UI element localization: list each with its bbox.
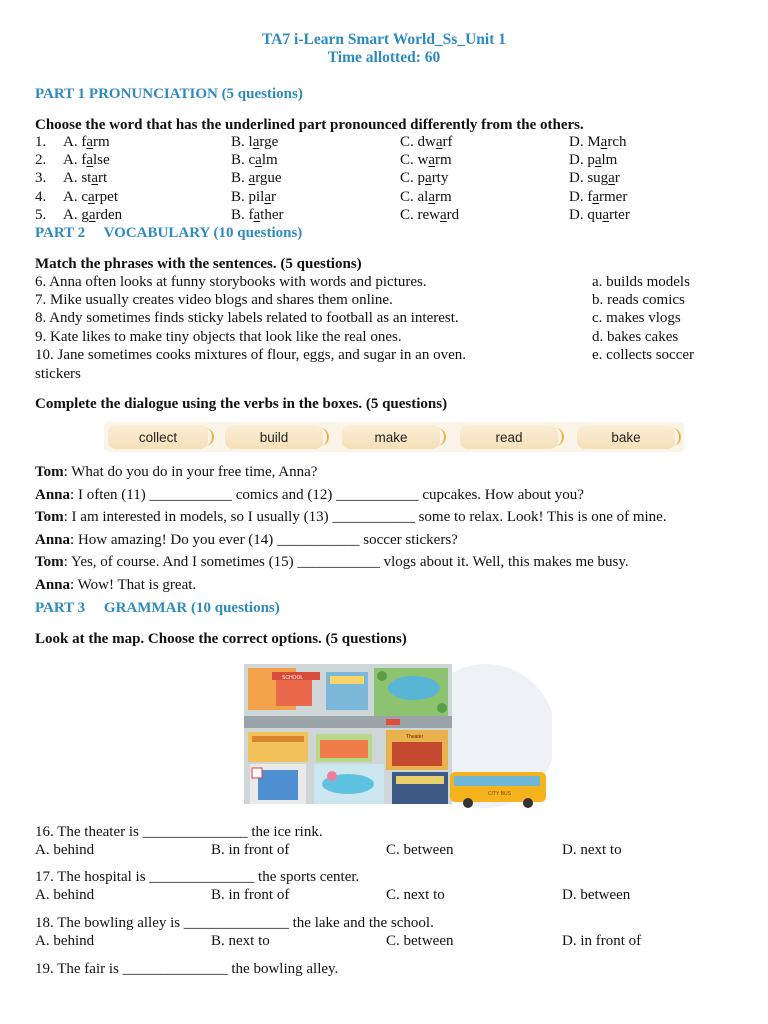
match-instruction: Match the phrases with the sentences. (5 questions) (35, 256, 362, 272)
underlined-letter: a (602, 206, 610, 223)
underlined-letter: a (252, 134, 260, 150)
match-sentence: 7. Mike usually creates video blogs and shares them online. (35, 292, 393, 309)
question-number: 2. (35, 152, 47, 169)
document-title: TA7 i-Learn Smart World_Ss_Unit 1 (262, 31, 506, 48)
underlined-letter: a (440, 206, 447, 223)
pronunciation-option[interactable]: B. argue (231, 170, 282, 187)
dialogue-line (35, 532, 458, 549)
match-sentence: 10. Jane sometimes cooks mixtures of flour, eggs, and sugar in an oven. (35, 346, 466, 363)
match-phrase[interactable]: b. reads comics (592, 292, 685, 309)
pronunciation-option[interactable]: C. alarm (400, 188, 452, 205)
pronunciation-option[interactable]: D. March (569, 134, 627, 150)
bus-label: CITY BUS (488, 791, 511, 797)
match-sentence: 9. Kate likes to make tiny objects that look like the real ones. (35, 328, 402, 345)
answer-option[interactable]: B. in front of (211, 887, 290, 903)
dialogue-text: : I am interested in models, so I usually (13) ___________ some to relax. Look! This is one of mine. (63, 509, 667, 526)
underlined-letter: a (253, 206, 261, 223)
part3-heading: PART 3 GRAMMAR (10 questions) (35, 600, 280, 616)
pronunciation-option[interactable]: D. farmer (569, 188, 628, 205)
dialogue-text: : Yes, of course. And I sometimes (15) ___________ vlogs about it. Well, this makes me busy. (63, 554, 629, 571)
pronunciation-option[interactable]: A. farm (63, 134, 110, 150)
grammar-question: 18. The bowling alley is ______________ the lake and the school. (35, 915, 434, 931)
speaker-name: Tom (35, 554, 64, 571)
speaker-name: Anna (35, 486, 71, 503)
match-sentence: 8. Andy sometimes finds sticky labels related to football as an interest. (35, 310, 459, 327)
pronunciation-option[interactable]: A. carpet (63, 188, 118, 205)
answer-option[interactable]: B. next to (211, 933, 270, 949)
answer-option[interactable]: A. behind (35, 887, 95, 903)
pronunciation-row (35, 207, 735, 225)
speaker-name: Anna (35, 577, 71, 593)
grammar-question: 17. The hospital is ______________ the sports center. (35, 869, 360, 885)
speaker-name: Anna (35, 531, 71, 548)
pronunciation-row (35, 152, 735, 170)
pronunciation-row (35, 170, 735, 188)
underlined-letter: a (255, 152, 262, 169)
question-number: 1. (35, 134, 47, 150)
pronunciation-option[interactable]: C. reward (400, 206, 460, 223)
answer-option[interactable]: B. in front of (211, 842, 290, 858)
time-allotted: Time allotted: 60 (327, 49, 441, 66)
match-phrase[interactable]: e. collects soccer (592, 346, 695, 363)
dialogue-instruction: Complete the dialogue using the verbs in the boxes. (5 questions) (35, 396, 448, 412)
match-phrase[interactable]: d. bakes cakes (592, 328, 679, 345)
grammar-question: 16. The theater is ______________ the ice rink. (35, 824, 323, 840)
dialogue-text: : How amazing! Do you ever (14) ___________ soccer stickers? (70, 531, 458, 548)
underlined-letter: a (248, 170, 256, 187)
answer-option[interactable]: C. between (386, 933, 454, 949)
match-sentence: 6. Anna often looks at funny storybooks with words and pictures. (35, 274, 427, 290)
pronunciation-option[interactable]: B. large (231, 134, 279, 150)
dialogue-line (35, 487, 584, 504)
dialogue-line (35, 554, 629, 571)
underlined-letter: a (91, 170, 99, 187)
map-instruction: Look at the map. Choose the correct options. (5 questions) (35, 631, 407, 647)
underlined-letter: a (88, 206, 96, 223)
pronunciation-option[interactable]: A. garden (63, 206, 123, 223)
part2-heading: PART 2 VOCABULARY (10 questions) (35, 225, 303, 241)
theater-label: Theater (406, 734, 424, 740)
pronunciation-option[interactable]: B. father (231, 206, 284, 223)
pronunciation-option[interactable]: D. quarter (569, 206, 630, 223)
underlined-letter: a (264, 188, 272, 205)
match-phrase[interactable]: a. builds models (592, 274, 690, 290)
underlined-letter: a (86, 134, 93, 150)
answer-option[interactable]: D. in front of (562, 933, 642, 949)
verb-pill: collect (108, 425, 208, 449)
answer-option[interactable]: A. behind (35, 933, 95, 949)
dialogue-text: : Wow! That is great. (70, 577, 197, 593)
pronunciation-option[interactable]: D. sugar (569, 170, 620, 187)
school-label: SCHOOL (282, 675, 304, 681)
underlined-letter: a (86, 152, 93, 169)
dialogue-line (35, 577, 196, 594)
pronunciation-option[interactable]: C. party (400, 170, 449, 187)
underlined-letter: a (592, 188, 599, 205)
underlined-letter: a (608, 170, 615, 187)
pronunciation-option[interactable]: A. start (63, 170, 108, 187)
pronunciation-option[interactable]: B. calm (231, 152, 278, 169)
dialogue-text: : What do you do in your free time, Anna? (63, 464, 318, 480)
answer-option[interactable]: C. between (386, 842, 454, 858)
pronunciation-option[interactable]: B. pilar (231, 188, 277, 205)
answer-option[interactable]: D. between (562, 887, 631, 903)
dialogue-text: : I often (11) ___________ comics and (12) ___________ cupcakes. How about you? (70, 486, 584, 503)
grammar-question: 19. The fair is ______________ the bowling alley. (35, 961, 339, 977)
speaker-name: Tom (35, 509, 64, 526)
phrase-wrap: stickers (35, 366, 81, 382)
town-map-image (236, 658, 552, 810)
speaker-name: Tom (35, 464, 64, 480)
verb-pill: read (460, 425, 558, 449)
answer-option[interactable]: D. next to (562, 842, 622, 858)
answer-option[interactable]: C. next to (386, 887, 445, 903)
underlined-letter: a (88, 188, 95, 205)
pronunciation-option[interactable]: A. false (63, 152, 110, 169)
pronunciation-option[interactable]: D. palm (569, 152, 618, 169)
question-number: 3. (35, 170, 47, 187)
pronunciation-row (35, 134, 735, 152)
part1-heading: PART 1 PRONUNCIATION (5 questions) (35, 86, 303, 102)
dialogue-line (35, 464, 317, 481)
verb-pill: build (225, 425, 323, 449)
question-number: 4. (35, 188, 47, 205)
match-phrase[interactable]: c. makes vlogs (592, 310, 681, 327)
underlined-letter: a (600, 134, 608, 150)
underlined-letter: a (425, 170, 432, 187)
verb-pill: make (342, 425, 440, 449)
underlined-letter: a (594, 152, 602, 169)
pronunciation-row (35, 189, 735, 207)
answer-option[interactable]: A. behind (35, 842, 95, 858)
part1-instruction: Choose the word that has the underlined part pronounced differently from the others. (35, 117, 584, 133)
underlined-letter: a (428, 188, 436, 205)
verb-pill: bake (577, 425, 675, 449)
underlined-letter: a (428, 152, 436, 169)
question-number: 5. (35, 206, 47, 223)
pronunciation-option[interactable]: C. warm (400, 152, 452, 169)
dialogue-line (35, 509, 667, 526)
pronunciation-option[interactable]: C. dwarf (400, 134, 453, 150)
underlined-letter: a (435, 134, 443, 150)
